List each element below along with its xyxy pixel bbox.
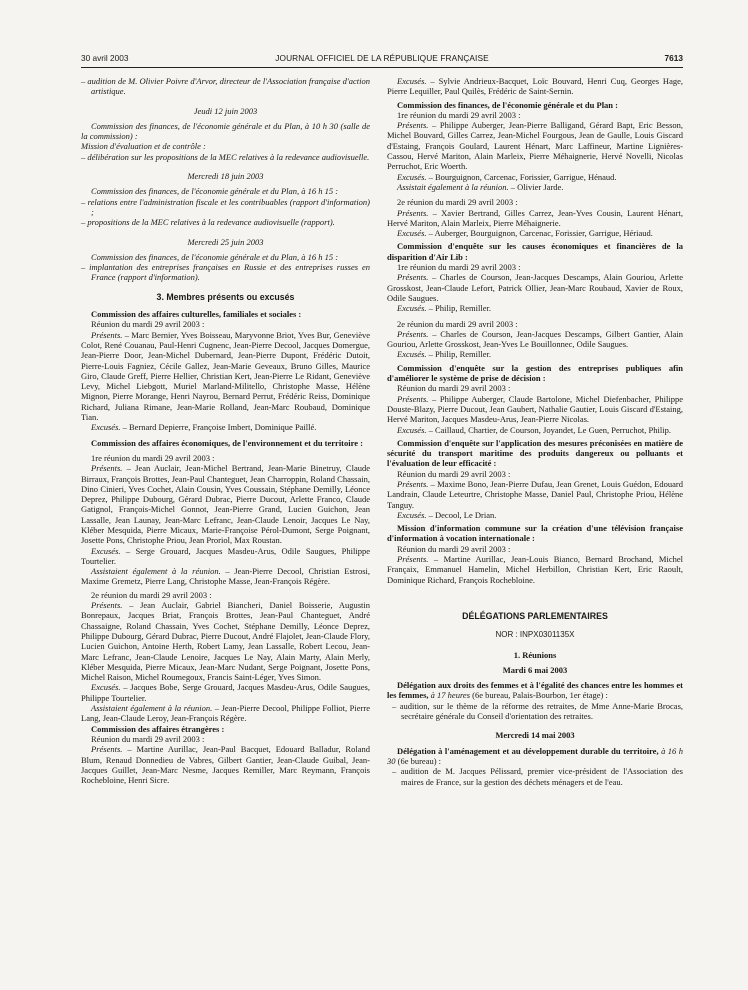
attendance-names: – Jean Auclair, Gabriel Biancheri, Daniel Boisserie, Augustin Bonrepaux, Jacques Briat, François Brottes, Jean-Paul Chanteguet, André Chassaigne, Roland Chassain, Yves Cochet, Stéphane Demilly, Léonce Deprez, Philippe Dubourg, Gérard Dubrac, Pierre Ducout, André Flajolet, Jean-Claude Flory, Lucien Guichon, Antoine Herth, Robert Lamy, Jean Lassalle, Robert Lecou, Jean-Marc Lefranc, Jean-Claude Lenoire, Jacques Le Nay, Alain Marty, Alain Merly, Kléber Mesquida, Pierre Micaux, Jean-Marc Nudant, Serge Poignant, Josette Pons, Michel Raison, Michel Roumegoux, Francis Saint-Léger, Yves Simon. [81,600,370,683]
meeting-date: 1re réunion du mardi 29 avril 2003 : [91,452,215,463]
attendance-label: Excusés. [397,509,427,520]
meeting-date: Réunion du mardi 29 avril 2003 : [397,543,511,554]
attendance-names: – Philippe Auberger, Claude Bartolone, Michel Diefenbacher, Philippe Douste-Blazy, Pierre Ducout, Jean Gaubert, Nathalie Gautier, Louis Giscard d'Estaing, Hervé Mariton, Jacques Masdeu-Arus, Jean-Pierre Nicolas. [387,393,683,425]
attendance-label: Présents. [397,393,429,404]
attendance-names: – Bourguignon, Carcenac, Forissier, Garrigue, Hénaud. [426,171,617,182]
attendance-paragraph [387,425,683,435]
attendance-names: – Decool, Le Drian. [426,509,497,520]
date-heading: Mercredi 25 juin 2003 [187,236,264,247]
meeting-line: Mission d'évaluation et de contrôle : [81,141,206,152]
attendance-paragraph [387,208,683,229]
header-page-number: 7613 [664,53,683,63]
agenda-item: – implantation des entreprises françaises en Russie et des entreprises russes en France (rapport d'information). [81,262,370,283]
attendance-names: – Sylvie Andrieux-Bacquet, Loïc Bouvard, Henri Cuq, Georges Hage, Pierre Lequiller, Paul Quilès, Frédéric de Saint-Sernin. [387,76,683,97]
attendance-names: – Auberger, Bourguignon, Carcenac, Forissier, Garrigue, Hériaud. [426,228,653,239]
agenda-item: – audition de M. Olivier Poivre d'Arvor, directeur de l'Association française d'action artistique. [81,76,370,97]
attendance-label: Excusés. [397,424,427,435]
attendance-names: – Bernard Depierre, Françoise Imbert, Dominique Paillé. [120,422,317,433]
attendance-names: – Philippe Auberger, Jean-Pierre Balligand, Gérard Bapt, Eric Besson, Michel Bouvard, Gilles Carrez, Jean-Michel Fourgous, Jean de Gaulle, Louis Giscard d'Estaing, François Goulard, Laurent Hénart, Marc Laffineur, Martine Lignières-Cassou, Hervé Mariton, Alain Marleix, Pierre Méhaignerie, Hervé Novelli, Nicolas Perruchot, Eric Woerth. [387,120,683,172]
attendance-label: Présents. [397,207,429,218]
date-heading: Mercredi 14 mai 2003 [495,730,575,741]
attendance-paragraph [387,554,683,585]
attendance-paragraph [81,546,370,567]
attendance-label: Présents. [91,463,123,474]
attendance-paragraph [81,600,370,682]
agenda-item: – audition de M. Jacques Pélissard, premier vice-président de l'Association des maires de France, sur la gestion des déchets ménagers et de l'eau. [392,766,683,787]
attendance-paragraph [81,566,370,587]
attendance-names: – Jacques Bobe, Serge Grouard, Jacques Masdeu-Arus, Odile Saugues, Philippe Tourtelier. [81,682,370,703]
agenda-item: – relations entre l'administration fiscale et les contribuables (rapport d'information) ; [81,196,370,217]
meeting-date: Réunion du mardi 29 avril 2003 : [397,468,511,479]
agenda-item: – délibération sur les propositions de la MEC relatives à la redevance audiovisuelle. [81,151,370,162]
attendance-paragraph [387,479,683,510]
attendance-paragraph [387,76,683,97]
attendance-names: – Marc Bernier, Yves Boisseau, Maryvonne Briot, Yves Bur, Geneviève Colot, René Couanau, Paul-Henri Cugnenc, Jean-Pierre Decool, Jacques Domergue, Jean-Pierre Door, Jean-Michel Dubernard, Jean-Pierre Dupont, Frédéric Dutoit, Pierre-Louis Fagniez, Cécile Gallez, Jean-Marie Geveaux, Bruno Gilles, Maurice Giro, Claude Greff, Pierre Hellier, Christian Kert, Jean-Pierre Le Ridant, Geneviève Levy, Michel Liebgott, Muriel Marland-Militello, Christophe Masse, Hélène Mignon, Pierre Morange, Henri Nayrou, Bernard Perrut, Frédéric Reiss, Dominique Richard, Juliana Rimane, Jean-Marie Rolland, Jean-Marc Roubaud, Dominique Tian. [81,329,370,423]
meeting-date: 1re réunion du mardi 29 avril 2003 : [397,262,521,273]
attendance-label: Excusés. [91,545,121,556]
header-journal-title: JOURNAL OFFICIEL DE LA RÉPUBLIQUE FRANÇAISE [275,53,489,63]
attendance-label: Présents. [397,272,429,283]
attendance-paragraph [81,422,370,432]
attendance-label: Assistaient également à la réunion. [91,566,221,577]
attendance-label: Présents. [91,329,123,340]
attendance-paragraph [387,329,683,350]
attendance-names: – Jean-Pierre Decool, Christian Estrosi, Maxime Gremetz, Pierre Lang, Christophe Masse, Jean-François Régère. [81,566,370,587]
attendance-label: Présents. [91,600,123,611]
attendance-paragraph [387,303,683,313]
agenda-item: – propositions de la MEC relatives à la redevance audiovisuelle (rapport). [81,217,335,228]
header-rule [81,67,683,68]
meeting-date: 1re réunion du mardi 29 avril 2003 : [397,109,521,120]
meeting-location: (6e bureau, Palais-Bourbon, 1er étage) : [472,690,608,701]
attendance-names: – Olivier Jarde. [508,181,564,192]
attendance-paragraph [81,703,370,724]
attendance-names: – Philip, Remiller. [426,349,491,360]
attendance-names: – Martine Aurillac, Jean-Louis Bianco, Bernard Brochand, Michel Françaix, Emmanuel Hamelin, Michel Herbillon, Christian Kert, Eric Raoult, Dominique Richard, François Rochebloine. [387,554,683,585]
delegation-meeting [387,680,683,701]
meeting-time: à 16 h 30 [387,745,684,766]
meeting-date: 2e réunion du mardi 29 avril 2003 : [397,197,518,208]
attendance-paragraph [81,330,370,423]
attendance-names: – Philip, Remiller. [426,303,491,314]
delegation-name: Délégation aux droits des femmes et à l'égalité des chances entre les hommes et les femmes, [387,680,683,701]
nor-reference: NOR : INPX0301135X [495,630,575,640]
attendance-names: – Martine Aurillac, Jean-Paul Bacquet, Edouard Balladur, Roland Blum, Renaud Donnedieu de Vabres, Gilbert Gantier, Jean-Claude Guibal, Jean-Jacques Guillet, Jean-Marc Nesme, Jacques Remiller, Marc Reymann, François Rochebloine, Henri Sicre. [81,744,370,786]
meeting-line: Commission des finances, de l'économie générale et du Plan, à 16 h 15 : [91,251,339,262]
attendance-paragraph [81,463,370,545]
attendance-label: Présents. [91,744,123,755]
meeting-date: 2e réunion du mardi 29 avril 2003 : [91,589,212,600]
header-date: 30 avril 2003 [81,53,129,63]
attendance-label: Présents. [397,478,429,489]
attendance-label: Excusés. [397,228,427,239]
left-column [81,76,370,785]
attendance-label: Excusés. [397,171,427,182]
attendance-names: – Caillaud, Chartier, de Courson, Joyandet, Le Guen, Perruchot, Philip. [426,424,671,435]
meeting-location: (6e bureau) : [397,755,442,766]
section-heading: 3. Membres présents ou excusés [156,291,295,302]
page-header [81,53,683,67]
attendance-label: Assistait également à la réunion. [397,181,509,192]
commission-heading: Commission des affaires culturelles, familiales et sociales : [91,309,302,320]
attendance-label: Assistaient également à la réunion. [91,703,213,714]
section-title: DÉLÉGATIONS PARLEMENTAIRES [462,610,608,621]
date-heading: Jeudi 12 juin 2003 [193,105,258,116]
commission-heading: Commission des finances, de l'économie générale et du Plan : [397,99,618,110]
meeting-time: à 17 heures [428,690,473,701]
attendance-paragraph [81,682,370,703]
commission-heading: Commission d'enquête sur la gestion des entreprises publiques afin d'améliorer le système de prise de décision : [387,362,683,384]
attendance-names: – Maxime Bono, Jean-Pierre Dufau, Jean Grenet, Louis Guédon, Edouard Landrain, Claude Leteurtre, Christophe Masse, Daniel Paul, Christophe Priou, Hélène Tanguy. [387,478,683,510]
attendance-paragraph [387,182,683,192]
commission-heading: Commission d'enquête sur l'application des mesures préconisées en matière de sécurité du transport maritime des produits dangereux ou polluants et l'évaluation de leur efficacité : [387,437,683,469]
attendance-paragraph [387,394,683,425]
agenda-item: – audition, sur le thème de la réforme des retraites, de Mme Anne-Marie Brocas, secrétaire générale du Conseil d'orientation des retraites. [392,700,683,722]
attendance-paragraph [387,228,683,238]
meeting-line: Commission des finances, de l'économie générale et du Plan, à 10 h 30 (salle de la commission) : [81,120,370,142]
date-heading: Mercredi 18 juin 2003 [187,171,264,182]
meeting-date: Réunion du mardi 29 avril 2003 : [91,733,205,744]
date-heading: Mardi 6 mai 2003 [502,664,568,675]
meeting-date: 2e réunion du mardi 29 avril 2003 : [397,318,518,329]
delegation-meeting [387,746,683,767]
attendance-paragraph [387,120,683,171]
attendance-paragraph [387,349,683,359]
attendance-names: – Jean Auclair, Jean-Michel Bertrand, Jean-Marie Binetruy, Claude Birraux, François Brottes, Jean-Paul Chanteguet, Jean Charroppin, Roland Chassain, Dino Cinieri, Yves Cochet, Alain Cousin, Yves Coussain, Stéphane Demilly, Léonce Deprez, Philippe Dubourg, Gérard Dubrac, Pierre Ducout, Arlette Franco, Claude Gatignol, François-Michel Gonnot, Jean-Pierre Grand, Lucien Guichon, Jean Lassalle, Jean Launay, Jean-Marc Lefranc, Jean-Claude Lenoir, Jacques Le Nay, Kléber Mesquida, Pierre Micaux, Marie-Françoise Pérol-Dumont, Serge Poignant, Josette Pons, Christophe Priou, Jean Proriol, Max Roustan. [81,463,370,546]
attendance-paragraph [387,272,683,303]
commission-heading: Mission d'information commune sur la création d'une télévision française d'information à vocation internationale : [387,523,683,544]
meeting-date: Réunion du mardi 29 avril 2003 : [91,319,205,330]
attendance-paragraph [387,510,683,520]
attendance-label: Présents. [397,328,429,339]
delegation-name: Délégation à l'aménagement et au développement durable du territoire, [397,745,659,756]
attendance-label: Excusés. [91,682,121,693]
meeting-date: Réunion du mardi 29 avril 2003 : [397,383,511,394]
attendance-label: Excusés. [397,303,427,314]
subsection-heading: 1. Réunions [513,649,557,660]
attendance-label: Excusés. [397,76,427,86]
commission-heading: Commission des affaires économiques, de l'environnement et du territoire : [91,437,363,448]
attendance-label: Présents. [397,554,429,565]
attendance-paragraph [81,744,370,785]
right-column [387,76,683,787]
commission-heading: Commission des affaires étrangères : [91,723,225,734]
commission-heading: Commission d'enquête sur les causes économiques et financières de la disparition d'Air Lib : [387,241,683,262]
attendance-names: – Charles de Courson, Jean-Jacques Descamps, Gilbert Gantier, Alain Gouriou, Arlette Grosskost, Jean-Yves Le Bouillonnec, Odile Saugues. [387,328,683,350]
attendance-label: Excusés. [91,422,121,433]
attendance-names: – Serge Grouard, Jacques Masdeu-Arus, Odile Saugues, Philippe Tourtelier. [81,545,370,566]
attendance-names: – Jean-Pierre Decool, Philippe Folliot, Pierre Lang, Jean-Claude Leroy, Jean-François Régère. [81,703,370,724]
attendance-names: – Charles de Courson, Jean-Jacques Descamps, Alain Gouriou, Arlette Grosskost, Jean-Claude Lefort, Patrick Ollier, Jean-Marc Roubaud, Xavier de Roux, Odile Saugues. [387,272,683,303]
meeting-line: Commission des finances, de l'économie générale et du Plan, à 16 h 15 : [91,186,339,197]
attendance-label: Excusés. [397,349,427,360]
attendance-names: – Xavier Bertrand, Gilles Carrez, Jean-Yves Cousin, Laurent Hénart, Hervé Mariton, Alain Marleix, Pierre Méhaignerie. [387,207,683,228]
attendance-paragraph [387,172,683,182]
attendance-label: Présents. [397,120,429,131]
